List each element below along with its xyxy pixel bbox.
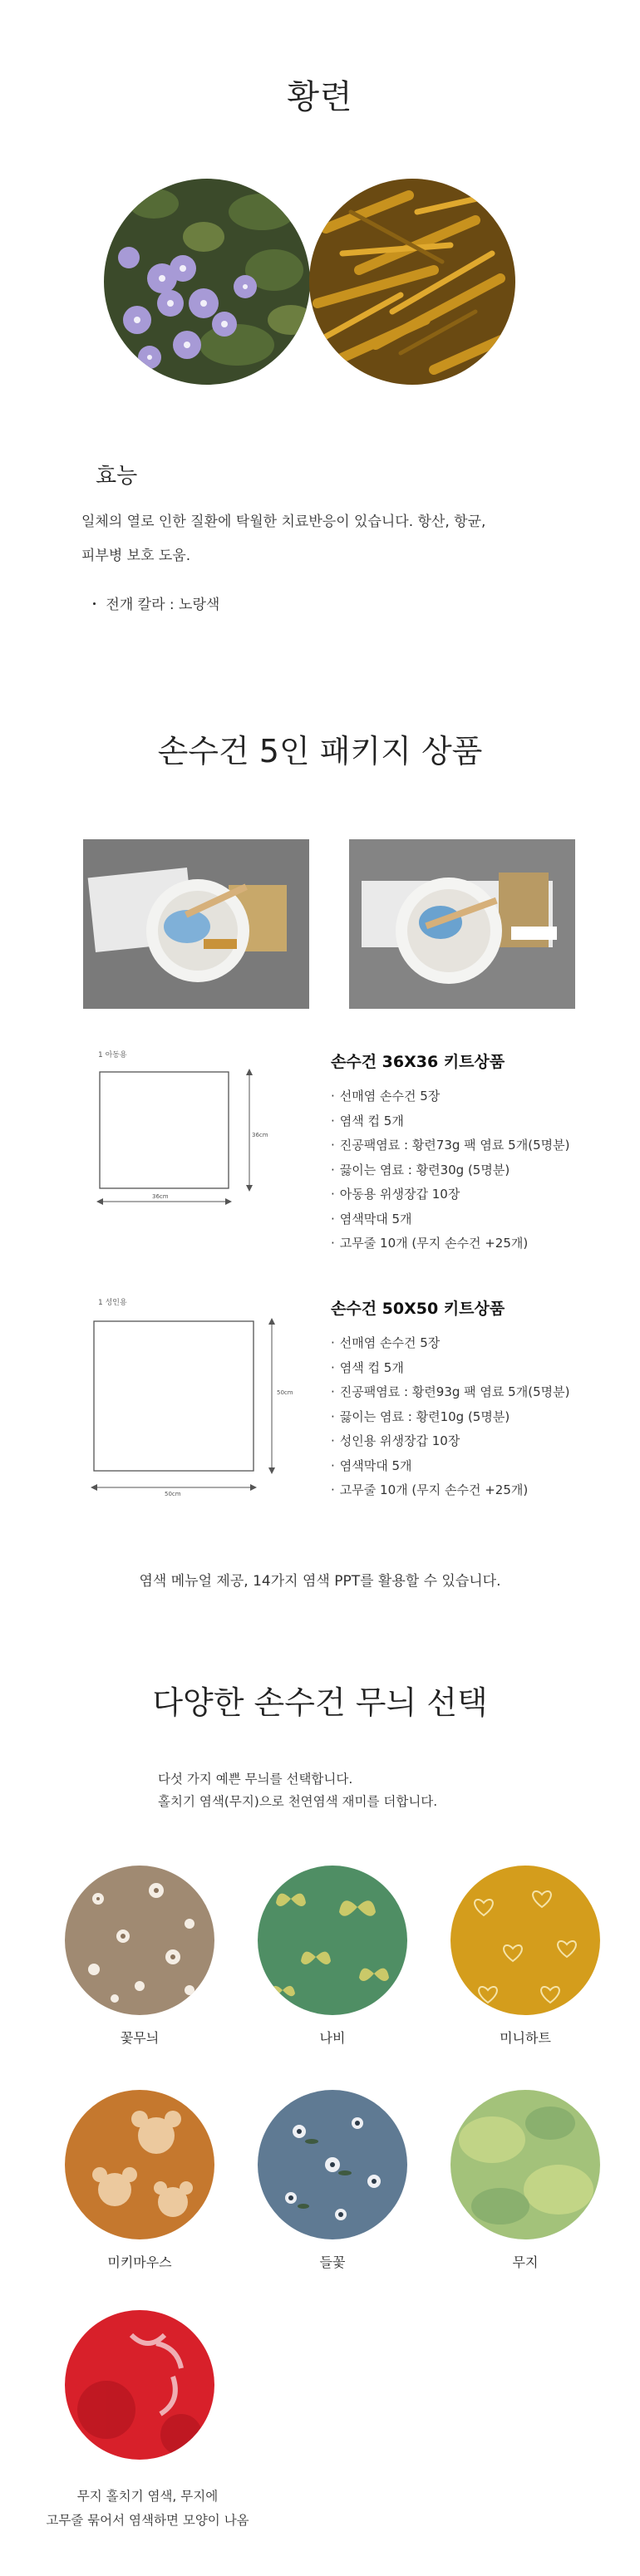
pattern-wildflower-swatch[interactable] [258,2090,407,2239]
kit-diagram-50 [79,1309,287,1500]
pattern-label: 미키마우스 [107,2254,172,2270]
kit-item: · 염색막대 5개 [331,1454,569,1479]
kit-item: · 진공팩염료 : 황련93g 팩 염료 5개(5명분) [331,1380,569,1405]
color-note: ・ 전개 칼라 : 노랑색 [87,597,220,613]
benefit-text-line: 일체의 열로 인한 질환에 탁월한 치료반응이 있습니다. 항산, 항균, [81,514,486,530]
benefit-text [81,511,597,568]
diagram-tag: 1 아동용 [98,1051,127,1059]
kit-item: · 성인용 위생장갑 10장 [331,1429,569,1454]
pattern-label: 꽃무늬 [120,2030,160,2046]
kit-diagram-36 [83,1047,274,1205]
kit-item: · 염색막대 5개 [331,1207,569,1232]
kit-item-list [331,1084,569,1256]
tie-dye-footnote [0,2485,295,2534]
pattern-tie-dye-swatch[interactable] [65,2310,214,2460]
patterns-intro-line: 홀치기 염색(무지)으로 천연염색 재미를 더합니다. [158,1794,438,1810]
patterns-intro-line: 다섯 가지 예쁜 무늬를 선택합니다. [158,1772,353,1787]
kit-title: 손수건 50X50 키트상품 [331,1300,505,1318]
footnote-line: 무지 홀치기 염색, 무지에 [76,2489,219,2504]
kit-item: · 선매염 손수건 5장 [331,1084,569,1109]
pattern-label: 나비 [319,2030,346,2046]
pattern-butterfly-swatch[interactable] [258,1866,407,2015]
page-title: 황련 [287,78,353,116]
pattern-label: 미니하트 [500,2030,551,2046]
diagram-tag: 1 성인용 [98,1299,127,1307]
diagram-height-label: 50cm [277,1389,293,1396]
pattern-label: 들꽃 [319,2254,346,2270]
kit-photo [83,839,309,1009]
diagram-width-label: 50cm [165,1491,181,1497]
pattern-plain-swatch[interactable] [450,2090,600,2239]
kit-item-list [331,1331,569,1503]
package-title: 손수건 5인 패키지 상품 [157,733,483,769]
footnote-line: 고무줄 묶어서 염색하면 모양이 나옴 [46,2513,249,2529]
flower-photo [104,179,310,385]
diagram-height-label: 36cm [252,1132,268,1138]
kit-item: · 선매염 손수건 5장 [331,1331,569,1356]
kit-item: · 고무줄 10개 (무지 손수건 +25개) [331,1231,569,1256]
patterns-intro [158,1768,437,1813]
kit-item: · 염색 컵 5개 [331,1109,569,1134]
diagram-width-label: 36cm [152,1193,169,1200]
kit-item: · 끓이는 염료 : 황련10g (5명분) [331,1405,569,1430]
pattern-mini-heart-swatch[interactable] [450,1866,600,2015]
kit-photo [349,839,575,1009]
kit-item: · 염색 컵 5개 [331,1356,569,1381]
root-photo [309,179,515,385]
kit-title: 손수건 36X36 키트상품 [331,1053,505,1071]
kit-item: · 고무줄 10개 (무지 손수건 +25개) [331,1478,569,1503]
pattern-flower-swatch[interactable] [65,1866,214,2015]
patterns-title: 다양한 손수건 무늬 선택 [152,1684,488,1721]
kit-item: · 진공팩염료 : 황련73g 팩 염료 5개(5명분) [331,1133,569,1158]
benefit-text-line: 피부병 보호 도움. [81,548,191,565]
benefit-heading: 효능 [96,464,138,489]
pattern-mickey-swatch[interactable] [65,2090,214,2239]
pattern-label: 무지 [512,2254,539,2270]
kit-item: · 아동용 위생장갑 10장 [331,1182,569,1207]
kit-item: · 끓이는 염료 : 황련30g (5명분) [331,1158,569,1183]
manual-note: 염색 메뉴얼 제공, 14가지 염색 PPT를 활용할 수 있습니다. [139,1573,501,1590]
